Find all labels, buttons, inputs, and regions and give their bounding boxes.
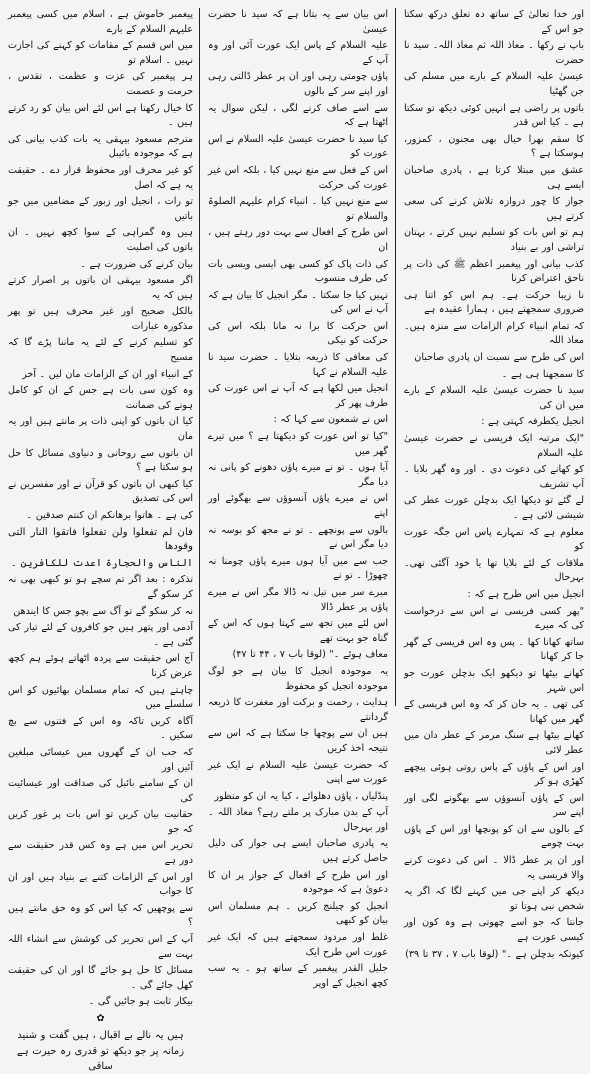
text-line: کہ حضرت عیسیٰ علیہ السلام نے ایک غیر عورت سے اپنی	[208, 759, 388, 786]
text-line: بیان کرنے کی ضرورت ہے ۔	[80, 258, 193, 270]
text-line: ان کے سامنے بائبل کی صداقت اور عیسائیت کی	[8, 778, 193, 804]
text-line: ہیں وہ گمراہی کے سوا کچھ نہیں ۔ ان باتوں کی اصلیت	[8, 227, 193, 253]
text-line: ہیں ان سے پوچھا جا سکتا ہے کہ اس سے نتیجہ اخذ کریں	[208, 728, 388, 754]
text-line: ہر پیغمبر کی عزت و عظمت ، تقدس ، حرمت و عصمت	[8, 71, 193, 97]
text-line: کی تھی ۔ یہ جان کر کہ وہ اس فریسی کے گھر میں کھانا	[404, 699, 584, 725]
text-line: اس کے پاؤں آنسوؤں سے بھگونے لگی اور اپنے سر	[404, 792, 584, 819]
text-line: کا سقم بھرا خیال بھی مجنون ، کمزور، ہوسکتا ہے ؟	[404, 133, 584, 160]
closing-verse-line: زمانہ پر جو دیکھ تو قدری رہ حیرت ہے ساقی	[16, 1046, 185, 1072]
column-middle	[207, 8, 388, 989]
text-line: اس حرکت کا برا نہ مانا بلکہ اس کی حرکت کو نیکی	[208, 320, 388, 347]
text-line: اس نے شمعون سے کہا کہ :	[273, 414, 388, 426]
text-line: کیونکہ بدچلن ہے ۔" (لوقا باب ۷ ، ۳۷ تا ۳۹)	[405, 948, 584, 960]
text-line: اور اس کے الزامات کتنے بے بنیاد ہیں اور ان کا جواب	[8, 871, 193, 898]
column-divider	[395, 8, 396, 706]
text-line: مترجم مسعود بیہقی یہ بات کذب بیانی کی ہے کہ موجودہ بائیبل	[8, 133, 193, 160]
text-line: "ایک مرتبہ ایک فریسی نے حضرت عیسیٰ علیہ السلام	[404, 433, 584, 459]
text-line: ان باتوں سے روحانی و دنیاوی مسائل کا حل ہو سکتا ہے ؟	[8, 447, 193, 474]
text-line: آگاہ کریں تاکہ وہ اس کے فتنوں سے بچ سکیں ۔	[8, 715, 193, 742]
text-line: اگر مسعود بیہقی ان باتوں پر اصرار کرتے ہیں کہ یہ	[8, 275, 193, 301]
text-line: کہ تمام انبیاء کرام الزامات سے منزہ ہیں۔ معاذ اللہ	[404, 320, 584, 347]
text-line: جلیل القدر پیغمبر کے ساتھ ہو ۔ یہ سب کچھ انجیل کے اوپر	[208, 963, 388, 989]
text-line: اور ان پر عطر ڈالا ۔ اس کی دعوت کرنے والا فریسی یہ	[404, 855, 584, 881]
text-line: معاف ہوئے ۔" (لوقا باب ۷ ، ۴۴ تا ۴۷)	[232, 649, 388, 661]
text-line: انجیل میں اس طرح ہے کہ :	[467, 588, 584, 600]
text-line: آدمی اور پتھر ہیں جو کافروں کے لئے تیار کی گئی ہے ۔	[8, 622, 193, 648]
text-line: سے پوچھیں کہ کیا اس کو وہ حق مانتے ہیں ؟	[8, 902, 193, 929]
text-line: عشق میں مبتلا کرتا ہے ، پادری صاحبان ایسے ہی	[404, 164, 584, 191]
closing-verse-line: ہیں یہ نالے بے اقبال ، ہیں گفت و شنید	[17, 1029, 184, 1041]
text-line: باتوں پر راضی ہے انہیں کوئی دیکھ تو سکتا ہے ۔ کیا اس قدر	[404, 102, 584, 129]
text-line: انجیل کو چیلنج کریں ۔ ہم مسلمان اس بیان کو کبھی	[208, 900, 388, 927]
text-line: کو غیر محرف اور محفوظ قرار دے ۔ حقیقت یہ ہے کہ اصل	[8, 164, 193, 191]
text-line: جانتا کہ جو اسے چھوتی ہے وہ کون اور کیسی عورت ہے	[404, 917, 584, 944]
text-line: کو کھانے کی دعوت دی ۔ اور وہ گھر بلایا ۔ آپ تشریف	[404, 464, 584, 490]
text-line: ہم تو اس بات کو تسلیم نہیں کرتے ، بہتان تراشی اور بے بنیاد	[404, 227, 584, 253]
text-line: آیا ہوں ۔ تو نے میرے پاؤں دھونے کو پانی نہ دیا مگر	[208, 462, 388, 488]
text-line: جب سے میں آیا ہوں میرے پاؤں چومنا نہ چھوڑا ۔ تو نے	[208, 555, 388, 582]
text-line: ہدایت ، رحمت و برکت اور مغفرت کا ذریعہ گردانتے	[208, 697, 388, 723]
text-line: اس لئے میں تجھ سے کہتا ہوں کہ اس کے گناہ جو بہت تھے	[208, 618, 388, 644]
text-line: انجیل میں لکھا ہے کہ آپ نے اس عورت کی طرف پھر کر	[208, 383, 388, 409]
text-line: "پھر کسی فریسی نے اس سے درخواست کی کہ میرے	[404, 605, 584, 632]
text-line: وہ کون سی بات ہے جس کے ان کو کامل ہونے کی ضمانت	[8, 385, 193, 411]
text-line: سید نا حضرت عیسیٰ علیہ السلام کے بارے میں ان کی	[404, 385, 584, 411]
text-line: کا خیال رکھتا ہے اس لئے اس بیان کو رد کرتے ہیں ۔	[8, 102, 193, 129]
text-line: میں اس قسم کے مقامات کو کہنے کی اجازت نہیں ۔ اسلام تو	[8, 40, 193, 66]
text-line: غلط اور مردود سمجھتے ہیں کہ ایک غیر عورت اس طرح ایک	[208, 932, 388, 958]
text-line: کیا سید نا حضرت عیسیٰ علیہ السلام نے اس عورت کو	[208, 133, 388, 160]
text-line: لے گئے تو دیکھا ایک بدچلن عورت عطر کی شیشی لائی ہے ۔	[404, 495, 584, 521]
text-line: علیہ السلام کے پاس ایک عورت آئی اور وہ آپ کے	[208, 40, 388, 66]
text-line: سے اسے صاف کرنے لگی ، لیکن سوال یہ اٹھتا ہے کہ	[208, 102, 388, 129]
text-line: حقانیت بیان کریں تو اس بات پر غور کریں کہ جو	[8, 809, 193, 835]
text-line: سے منع نہیں کیا ۔ انبیاء کرام علیہم الصلوۃ والسلام تو	[208, 196, 388, 222]
text-line: کا سمجھنا ہی ہے ۔	[501, 368, 584, 380]
text-line: اس کی طرح سے نسبت ان پادری صاحبان	[414, 352, 584, 364]
text-line: کے انبیاء اور ان کے الزامات مان لیں ۔ آخر	[22, 368, 193, 380]
text-line: اس طرح کے افعال سے بہت دور رہتے ہیں ، ان	[207, 227, 388, 253]
text-line: باپ نے رکھا ۔ معاذ اللہ ثم معاذ اللہ۔ سید نا حضرت	[404, 40, 584, 66]
text-line: کی ہے ۔ ھاتوا برھانکم ان کنتم صدقین ۔	[26, 510, 193, 521]
text-line: کی ذات پاک کو کسی بھی ایسی ویسی بات کی طرف منسوب	[208, 258, 388, 285]
text-line: تذکرہ : بعد اگر تم سچے ہو تو کبھی بھی نہ کر سکو گے	[8, 574, 193, 600]
text-line: الناس والحجارۃ اعدت للکافرین ۔	[10, 557, 193, 569]
text-line: بیکار ثابت ہو جائیں گی ۔	[88, 996, 193, 1008]
text-line: آپ کے بدن مبارک پر ملتے رہے؟ معاذ اللہ ۔ اور بہرحال	[208, 807, 388, 833]
column-left	[8, 8, 193, 1072]
text-line: کہ جب ان کے گھروں میں عیسائی مبلغین آئیں اور	[8, 746, 193, 773]
text-line: معلوم ہے کہ تمہارے پاس اس جگہ عورت کو	[404, 526, 584, 553]
text-line: اس نے میرے پاؤں آنسوؤں سے بھگوئے اور اپنے	[208, 493, 388, 519]
text-line: کی معافی کا ذریعہ بتلایا ۔ حضرت سید نا علیہ السلام نے کہا	[208, 352, 388, 378]
text-line: کیا کبھی ان باتوں کو قرآن نے اور مفسرین نے اس کی تصدیق	[8, 478, 193, 505]
text-line: نہ کر سکو گے تو آگ سے بچو جس کا ایندھن	[13, 605, 193, 617]
text-line: اس بیان سے یہ بتانا ہے کہ سید نا حضرت عیسیٰ	[208, 9, 388, 35]
text-line: نہیں کیا جا سکتا ۔ مگر انجیل کا بیان ہے کہ آپ نے اس کی	[208, 289, 388, 316]
text-line: کے بالوں سے ان کو پونچھا اور اس کے پاؤں بہت چومے	[404, 823, 584, 850]
text-line: کھانے بیٹھا تو دیکھو ایک بدچلن عورت جو اس شہر	[404, 667, 584, 694]
text-line: میرے سر میں تیل نہ ڈالا مگر اس نے میرے پاؤں پر عطر ڈالا	[208, 586, 388, 613]
text-line: ساتھ کھانا کھا ۔ پس وہ اس فریسی کے گھر جا کر کھانا	[404, 636, 584, 663]
text-line: انجیل یکطرفہ کہتی ہے :	[481, 416, 584, 428]
text-line: کیا ان باتوں کو اپنی ذات پر مانتے ہیں اور یہ مان	[8, 416, 193, 443]
text-line: یہ موجودہ انجیل کا بیان ہے جو لوگ موجودہ انجیل کو محفوظ	[208, 665, 388, 692]
text-line: چاہتے ہیں کہ تمام مسلمان بھائیوں کو اس سلسلے میں	[8, 684, 193, 711]
text-line: مسائل کا حل ہو جائے گا اور ان کی حقیقت کھل جائے گی ۔	[8, 965, 193, 991]
text-line: کو تسلیم کرنے کے لئے یہ ماننا پڑے گا کہ مسیح	[8, 337, 193, 364]
text-line: عیسیٰ علیہ السلام کے بارے میں مسلم کی جن گھٹیا	[404, 71, 584, 97]
text-line: تحریر اس میں ہے وہ کس قدر حقیقت سے دور ہے	[8, 840, 193, 867]
text-line: پیغمبر خاموش ہے ، اسلام میں کسی پیغمبر علیہم السلام کے بارے	[8, 9, 193, 35]
column-right	[404, 8, 584, 960]
text-line: آج اس حقیقت سے پردہ اٹھاتے ہوئے ہم کچھ عرض کرنا	[8, 653, 193, 679]
column-divider	[199, 8, 200, 706]
text-line: اور اس کے پاؤں کے پاس روتی ہوئی پیچھے کھڑی ہو کر	[404, 761, 584, 788]
text-line: اور اس طرح کے افعال کے جواز پر ان کا دعویٰ ہے کہ موجودہ	[208, 869, 388, 896]
text-line: فان لم تفعلوا ولن تفعلوا فاتقوا النار التی وقودھا	[8, 526, 193, 553]
text-line: جواز کا چور دروازہ تلاش کرنے کی سعی کرتے ہیں	[404, 196, 584, 222]
text-line: پنڈلیاں ، پاؤں دھلوائے ، کیا یہ ان کو منظور	[214, 790, 388, 802]
text-line: "کیا تو اس عورت کو دیکھتا ہے ؟ میں تیرے گھر میں	[208, 431, 388, 457]
text-line: تو رات ، انجیل اور زبور کے مضامین میں جو باتیں	[8, 196, 193, 222]
text-line: آپ کے اس تحریر کی کوشش سے انشاء اللہ بہت سے	[8, 934, 193, 960]
text-line: یہ پادری صاحبان ایسے ہی جواز کی دلیل حاصل کرتے ہیں	[208, 838, 388, 865]
text-line: بالوں سے پونچھے ۔ تو نے مجھ کو بوسہ نہ دیا مگر اس نے	[208, 524, 388, 551]
separator-mark: ✿	[96, 1013, 105, 1024]
text-line: کذب بیانی اور پیغمبر اعظم ﷺ کی ذات پر ناحق اعتراض کرنا	[404, 258, 584, 285]
text-line: ملاقات کے لئے بلایا تھا یا خود آگئی تھی۔ بہرحال	[404, 557, 584, 584]
text-line: نا زیبا حرکت ہے۔ ہم اس کو اتنا ہی ضروری سمجھتے ہیں ، ہمارا عقیدہ ہے	[404, 289, 584, 316]
text-line: اس کے فعل سے منع نہیں کیا ، بلکہ اس غیر عورت کی حرکت	[208, 164, 388, 191]
text-line: دیکھ کر اپنے جی میں کہنے لگا کہ اگر یہ شخص نبی ہوتا تو	[404, 886, 584, 912]
text-line: بالکل صحیح اور غیر محرف ہیں تو پھر مذکورہ عبارات	[8, 306, 193, 332]
text-line: کھانے بیٹھا ہے سنگ مرمر کے عطر دان میں عطر لائی	[404, 730, 584, 756]
text-line: اور خدا تعالیٰ کے ساتھ دہ تعلق درکھ سکتا جو اس کے	[404, 9, 584, 35]
text-line: پاؤں چومتی رہی اور ان پر عطر ڈالتی رہی اور اپنے سر کے بالوں	[208, 71, 388, 97]
